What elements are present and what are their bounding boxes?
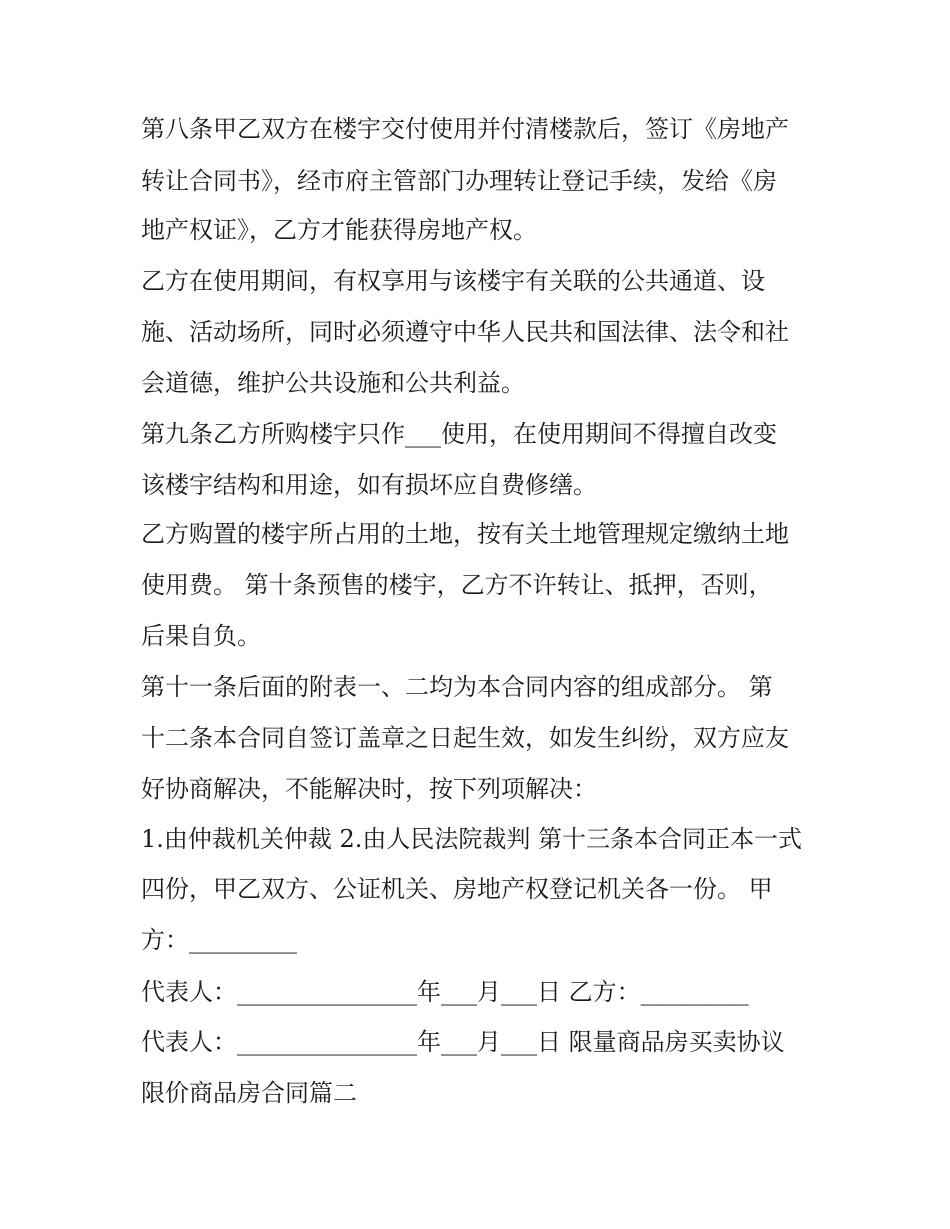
text-line: 使用费。 第十条预售的楼宇，乙方不许转让、抵押，否则，: [141, 571, 773, 599]
text-line: 转让合同书》，经市府主管部门办理转让登记手续，发给《房: [141, 167, 777, 195]
text-line: 第九条乙方所购楼宇只作___使用，在使用期间不得擅自改变: [141, 420, 777, 448]
text-line: 乙方购置的楼宇所占用的土地，按有关土地管理规定缴纳土地: [141, 520, 789, 548]
text-line: 会道德，维护公共设施和公共利益。: [141, 369, 525, 397]
text-line: 十二条本合同自签订盖章之日起生效，如发生纠纷，双方应友: [141, 724, 789, 752]
text-line: 第八条甲乙双方在楼宇交付使用并付清楼款后，签订《房地产: [141, 115, 789, 143]
text-line: 施、活动场所，同时必须遵守中华人民共和国法律、法令和社: [141, 318, 789, 346]
text-line: 该楼宇结构和用途，如有损坏应自费修缮。: [141, 471, 597, 499]
text-line: 方：_________: [141, 926, 297, 954]
text-line: 四份，甲乙双方、公证机关、房地产权登记机关各一份。 甲: [141, 875, 773, 903]
text-line: 后果自负。: [141, 622, 261, 650]
text-line: 代表人：_______________年___月___日 限量商品房买卖协议: [141, 1028, 785, 1056]
text-line: 限价商品房合同篇二: [141, 1079, 357, 1107]
text-line: 地产权证》，乙方才能获得房地产权。: [141, 216, 537, 244]
text-line: 第十一条后面的附表一、二均为本合同内容的组成部分。 第: [141, 673, 773, 701]
text-line: 乙方在使用期间，有权享用与该楼宇有关联的公共通道、设: [141, 267, 765, 295]
text-line: 好协商解决，不能解决时，按下列项解决：: [141, 775, 597, 803]
text-line: 代表人：_______________年___月___日 乙方：_________: [141, 978, 749, 1006]
text-line: 1.由仲裁机关仲裁 2.由人民法院裁判 第十三条本合同正本一式: [141, 825, 803, 853]
